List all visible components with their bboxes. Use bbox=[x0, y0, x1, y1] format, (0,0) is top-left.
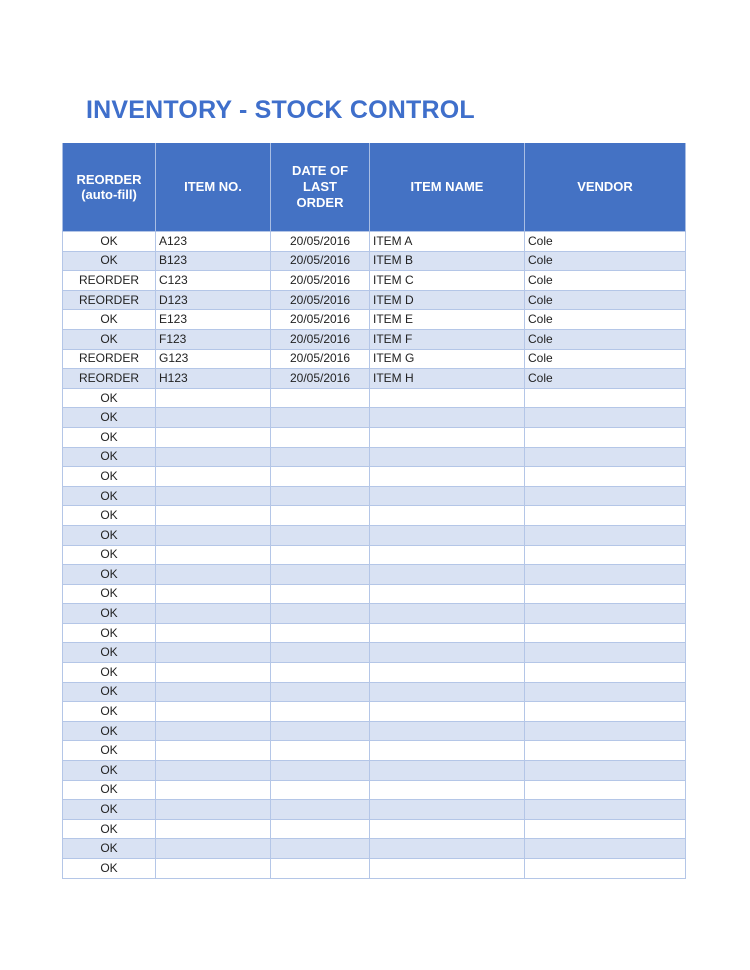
table-row bbox=[63, 584, 686, 604]
column-header-date-line2: LAST bbox=[303, 179, 337, 194]
vendor-cell[interactable] bbox=[525, 427, 686, 447]
table-row bbox=[63, 349, 686, 369]
item-name-cell[interactable] bbox=[370, 565, 525, 585]
item-no-cell[interactable] bbox=[156, 447, 271, 467]
vendor-cell[interactable] bbox=[525, 525, 686, 545]
date-cell[interactable]: 20/05/2016 bbox=[271, 271, 370, 291]
date-cell[interactable] bbox=[271, 702, 370, 722]
page-title: INVENTORY - STOCK CONTROL bbox=[86, 96, 475, 124]
item-name-cell[interactable] bbox=[370, 721, 525, 741]
date-cell[interactable]: 20/05/2016 bbox=[271, 329, 370, 349]
date-cell[interactable] bbox=[271, 584, 370, 604]
date-cell[interactable] bbox=[271, 604, 370, 624]
reorder-cell[interactable]: OK bbox=[63, 800, 156, 820]
item-name-cell[interactable] bbox=[370, 447, 525, 467]
item-name-cell[interactable] bbox=[370, 800, 525, 820]
vendor-cell[interactable] bbox=[525, 702, 686, 722]
vendor-cell[interactable] bbox=[525, 663, 686, 683]
column-header-item-no-label: ITEM NO. bbox=[184, 179, 242, 194]
reorder-cell[interactable]: OK bbox=[63, 604, 156, 624]
vendor-cell[interactable] bbox=[525, 486, 686, 506]
reorder-cell[interactable]: OK bbox=[63, 761, 156, 781]
reorder-cell[interactable]: OK bbox=[63, 721, 156, 741]
column-header-reorder-line2: (auto-fill) bbox=[81, 187, 137, 202]
reorder-cell[interactable]: REORDER bbox=[63, 349, 156, 369]
vendor-cell[interactable] bbox=[525, 682, 686, 702]
column-header-vendor-label: VENDOR bbox=[577, 179, 633, 194]
table-row bbox=[63, 604, 686, 624]
date-cell[interactable] bbox=[271, 486, 370, 506]
item-name-cell[interactable] bbox=[370, 623, 525, 643]
item-name-cell[interactable] bbox=[370, 584, 525, 604]
item-name-cell[interactable] bbox=[370, 859, 525, 879]
table-row bbox=[63, 702, 686, 722]
reorder-cell[interactable]: OK bbox=[63, 663, 156, 683]
date-cell[interactable] bbox=[271, 408, 370, 428]
date-cell[interactable] bbox=[271, 721, 370, 741]
reorder-cell[interactable]: OK bbox=[63, 486, 156, 506]
date-cell[interactable] bbox=[271, 525, 370, 545]
vendor-cell[interactable]: Cole bbox=[525, 329, 686, 349]
item-no-cell[interactable] bbox=[156, 819, 271, 839]
column-header-item-no[interactable] bbox=[156, 143, 271, 232]
reorder-cell[interactable]: OK bbox=[63, 584, 156, 604]
item-no-cell[interactable] bbox=[156, 525, 271, 545]
item-name-cell[interactable] bbox=[370, 388, 525, 408]
item-name-cell[interactable] bbox=[370, 408, 525, 428]
vendor-cell[interactable]: Cole bbox=[525, 310, 686, 330]
date-cell[interactable] bbox=[271, 839, 370, 859]
table-row bbox=[63, 408, 686, 428]
vendor-cell[interactable]: Cole bbox=[525, 232, 686, 252]
column-header-reorder[interactable] bbox=[63, 143, 156, 232]
table-row bbox=[63, 859, 686, 879]
table-row bbox=[63, 506, 686, 526]
table-row bbox=[63, 310, 686, 330]
vendor-cell[interactable] bbox=[525, 859, 686, 879]
item-no-cell[interactable]: B123 bbox=[156, 251, 271, 271]
reorder-cell[interactable]: OK bbox=[63, 310, 156, 330]
item-name-cell[interactable]: ITEM G bbox=[370, 349, 525, 369]
table-row bbox=[63, 682, 686, 702]
column-header-item-name-label: ITEM NAME bbox=[410, 179, 484, 194]
item-name-cell[interactable]: ITEM D bbox=[370, 290, 525, 310]
date-cell[interactable] bbox=[271, 643, 370, 663]
date-cell[interactable]: 20/05/2016 bbox=[271, 251, 370, 271]
item-name-cell[interactable] bbox=[370, 506, 525, 526]
date-cell[interactable] bbox=[271, 623, 370, 643]
item-name-cell[interactable] bbox=[370, 545, 525, 565]
item-name-cell[interactable] bbox=[370, 819, 525, 839]
date-cell[interactable]: 20/05/2016 bbox=[271, 310, 370, 330]
item-no-cell[interactable] bbox=[156, 800, 271, 820]
item-no-cell[interactable]: C123 bbox=[156, 271, 271, 291]
vendor-cell[interactable] bbox=[525, 839, 686, 859]
item-no-cell[interactable] bbox=[156, 663, 271, 683]
reorder-cell[interactable]: OK bbox=[63, 329, 156, 349]
item-name-cell[interactable]: ITEM C bbox=[370, 271, 525, 291]
reorder-cell[interactable]: OK bbox=[63, 780, 156, 800]
vendor-cell[interactable] bbox=[525, 819, 686, 839]
table-row bbox=[63, 780, 686, 800]
date-cell[interactable]: 20/05/2016 bbox=[271, 232, 370, 252]
item-no-cell[interactable] bbox=[156, 761, 271, 781]
item-name-cell[interactable] bbox=[370, 702, 525, 722]
date-cell[interactable] bbox=[271, 741, 370, 761]
reorder-cell[interactable]: OK bbox=[63, 232, 156, 252]
item-no-cell[interactable] bbox=[156, 623, 271, 643]
item-name-cell[interactable] bbox=[370, 467, 525, 487]
table-row bbox=[63, 545, 686, 565]
table-body bbox=[63, 232, 686, 879]
reorder-cell[interactable]: REORDER bbox=[63, 369, 156, 389]
date-cell[interactable]: 20/05/2016 bbox=[271, 349, 370, 369]
reorder-cell[interactable]: OK bbox=[63, 682, 156, 702]
vendor-cell[interactable] bbox=[525, 545, 686, 565]
item-no-cell[interactable] bbox=[156, 427, 271, 447]
reorder-cell[interactable]: OK bbox=[63, 819, 156, 839]
item-no-cell[interactable] bbox=[156, 545, 271, 565]
vendor-cell[interactable] bbox=[525, 780, 686, 800]
reorder-cell[interactable]: OK bbox=[63, 623, 156, 643]
vendor-cell[interactable]: Cole bbox=[525, 271, 686, 291]
item-no-cell[interactable] bbox=[156, 467, 271, 487]
reorder-cell[interactable]: OK bbox=[63, 702, 156, 722]
vendor-cell[interactable] bbox=[525, 761, 686, 781]
column-header-date-line3: ORDER bbox=[296, 195, 344, 210]
date-cell[interactable] bbox=[271, 388, 370, 408]
reorder-cell[interactable]: OK bbox=[63, 565, 156, 585]
table-row bbox=[63, 525, 686, 545]
reorder-cell[interactable]: REORDER bbox=[63, 271, 156, 291]
table-row bbox=[63, 819, 686, 839]
item-name-cell[interactable] bbox=[370, 427, 525, 447]
vendor-cell[interactable] bbox=[525, 800, 686, 820]
item-no-cell[interactable] bbox=[156, 682, 271, 702]
header-row bbox=[63, 143, 686, 232]
table-header bbox=[63, 143, 686, 232]
reorder-cell[interactable]: OK bbox=[63, 467, 156, 487]
date-cell[interactable] bbox=[271, 427, 370, 447]
item-no-cell[interactable] bbox=[156, 565, 271, 585]
item-no-cell[interactable] bbox=[156, 702, 271, 722]
table-row bbox=[63, 251, 686, 271]
table-row bbox=[63, 467, 686, 487]
column-header-reorder-line1: REORDER bbox=[76, 172, 142, 187]
table-row bbox=[63, 388, 686, 408]
date-cell[interactable] bbox=[271, 761, 370, 781]
reorder-cell[interactable]: OK bbox=[63, 427, 156, 447]
vendor-cell[interactable]: Cole bbox=[525, 349, 686, 369]
table-row bbox=[63, 486, 686, 506]
table-row bbox=[63, 427, 686, 447]
item-no-cell[interactable]: H123 bbox=[156, 369, 271, 389]
table-row bbox=[63, 565, 686, 585]
reorder-cell[interactable]: REORDER bbox=[63, 290, 156, 310]
item-no-cell[interactable] bbox=[156, 388, 271, 408]
item-name-cell[interactable] bbox=[370, 780, 525, 800]
vendor-cell[interactable]: Cole bbox=[525, 251, 686, 271]
item-no-cell[interactable] bbox=[156, 408, 271, 428]
table-row bbox=[63, 663, 686, 683]
item-no-cell[interactable] bbox=[156, 604, 271, 624]
item-name-cell[interactable] bbox=[370, 741, 525, 761]
table-row bbox=[63, 623, 686, 643]
vendor-cell[interactable] bbox=[525, 447, 686, 467]
reorder-cell[interactable]: OK bbox=[63, 506, 156, 526]
item-name-cell[interactable]: ITEM E bbox=[370, 310, 525, 330]
item-no-cell[interactable]: G123 bbox=[156, 349, 271, 369]
table-row bbox=[63, 761, 686, 781]
item-name-cell[interactable] bbox=[370, 761, 525, 781]
item-no-cell[interactable] bbox=[156, 643, 271, 663]
item-no-cell[interactable] bbox=[156, 584, 271, 604]
date-cell[interactable] bbox=[271, 682, 370, 702]
table-row bbox=[63, 329, 686, 349]
vendor-cell[interactable] bbox=[525, 467, 686, 487]
item-no-cell[interactable]: A123 bbox=[156, 232, 271, 252]
vendor-cell[interactable] bbox=[525, 388, 686, 408]
date-cell[interactable] bbox=[271, 447, 370, 467]
date-cell[interactable] bbox=[271, 780, 370, 800]
table-row bbox=[63, 721, 686, 741]
date-cell[interactable]: 20/05/2016 bbox=[271, 290, 370, 310]
item-no-cell[interactable] bbox=[156, 859, 271, 879]
table-row bbox=[63, 271, 686, 291]
table-row bbox=[63, 839, 686, 859]
reorder-cell[interactable]: OK bbox=[63, 839, 156, 859]
vendor-cell[interactable] bbox=[525, 623, 686, 643]
vendor-cell[interactable] bbox=[525, 506, 686, 526]
reorder-cell[interactable]: OK bbox=[63, 251, 156, 271]
item-name-cell[interactable] bbox=[370, 486, 525, 506]
item-no-cell[interactable] bbox=[156, 741, 271, 761]
table-row bbox=[63, 447, 686, 467]
item-name-cell[interactable] bbox=[370, 604, 525, 624]
table-row bbox=[63, 741, 686, 761]
item-name-cell[interactable]: ITEM H bbox=[370, 369, 525, 389]
item-no-cell[interactable] bbox=[156, 839, 271, 859]
item-no-cell[interactable] bbox=[156, 506, 271, 526]
table-row bbox=[63, 369, 686, 389]
item-name-cell[interactable]: ITEM F bbox=[370, 329, 525, 349]
table-row bbox=[63, 800, 686, 820]
vendor-cell[interactable] bbox=[525, 584, 686, 604]
item-name-cell[interactable] bbox=[370, 682, 525, 702]
table-row bbox=[63, 643, 686, 663]
vendor-cell[interactable] bbox=[525, 408, 686, 428]
date-cell[interactable] bbox=[271, 506, 370, 526]
reorder-cell[interactable]: OK bbox=[63, 388, 156, 408]
item-name-cell[interactable] bbox=[370, 525, 525, 545]
date-cell[interactable] bbox=[271, 663, 370, 683]
reorder-cell[interactable]: OK bbox=[63, 447, 156, 467]
item-name-cell[interactable]: ITEM A bbox=[370, 232, 525, 252]
vendor-cell[interactable]: Cole bbox=[525, 369, 686, 389]
reorder-cell[interactable]: OK bbox=[63, 545, 156, 565]
item-no-cell[interactable]: E123 bbox=[156, 310, 271, 330]
column-header-date-of-last-order[interactable] bbox=[271, 143, 370, 232]
vendor-cell[interactable] bbox=[525, 604, 686, 624]
vendor-cell[interactable] bbox=[525, 643, 686, 663]
date-cell[interactable] bbox=[271, 565, 370, 585]
item-name-cell[interactable]: ITEM B bbox=[370, 251, 525, 271]
item-no-cell[interactable] bbox=[156, 780, 271, 800]
item-no-cell[interactable] bbox=[156, 721, 271, 741]
column-header-date-line1: DATE OF bbox=[291, 163, 349, 178]
date-cell[interactable] bbox=[271, 800, 370, 820]
table-row bbox=[63, 232, 686, 252]
item-no-cell[interactable]: D123 bbox=[156, 290, 271, 310]
vendor-cell[interactable] bbox=[525, 741, 686, 761]
item-no-cell[interactable]: F123 bbox=[156, 329, 271, 349]
vendor-cell[interactable] bbox=[525, 721, 686, 741]
date-cell[interactable] bbox=[271, 467, 370, 487]
item-name-cell[interactable] bbox=[370, 643, 525, 663]
column-header-vendor[interactable] bbox=[525, 143, 686, 232]
date-cell[interactable] bbox=[271, 859, 370, 879]
reorder-cell[interactable]: OK bbox=[63, 408, 156, 428]
item-name-cell[interactable] bbox=[370, 839, 525, 859]
date-cell[interactable]: 20/05/2016 bbox=[271, 369, 370, 389]
date-cell[interactable] bbox=[271, 819, 370, 839]
vendor-cell[interactable]: Cole bbox=[525, 290, 686, 310]
reorder-cell[interactable]: OK bbox=[63, 741, 156, 761]
date-cell[interactable] bbox=[271, 545, 370, 565]
column-header-item-name[interactable] bbox=[370, 143, 525, 232]
vendor-cell[interactable] bbox=[525, 565, 686, 585]
table-row bbox=[63, 290, 686, 310]
inventory-table bbox=[62, 143, 686, 879]
reorder-cell[interactable]: OK bbox=[63, 525, 156, 545]
item-no-cell[interactable] bbox=[156, 486, 271, 506]
reorder-cell[interactable]: OK bbox=[63, 643, 156, 663]
reorder-cell[interactable]: OK bbox=[63, 859, 156, 879]
item-name-cell[interactable] bbox=[370, 663, 525, 683]
